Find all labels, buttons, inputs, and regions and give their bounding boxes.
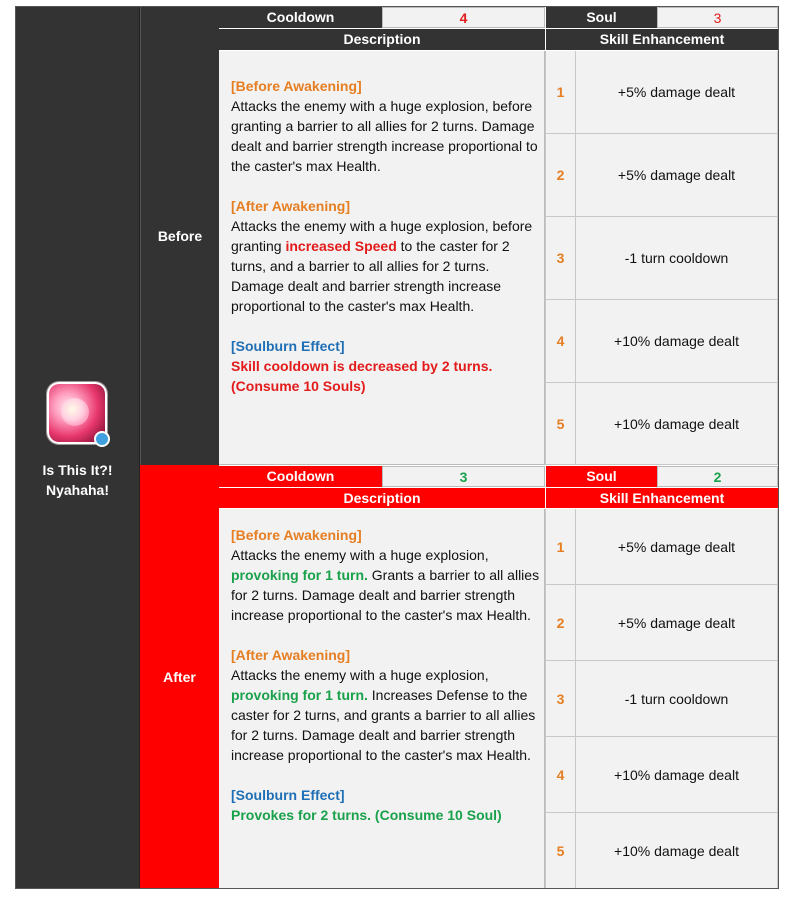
enhancement-level: 4 (545, 737, 576, 812)
before-after-awakening-text-a: Attacks the enemy with a huge explosion, before granting (231, 218, 533, 254)
table-row (545, 300, 778, 383)
enhancement-effect: +5% damage dealt (617, 84, 736, 100)
after-after-awakening-highlight: provoking for 1 turn. (231, 687, 368, 703)
before-before-awakening-text: Attacks the enemy with a huge explosion, before granting a barrier to all allies for 2 turns. Damage dealt and barrier strength increase proportional to the caster's max Health. (231, 98, 538, 174)
skill-orb-icon (61, 398, 89, 426)
after-before-awakening-text-a: Attacks the enemy with a huge explosion, (231, 547, 489, 563)
before-before-awakening (231, 76, 540, 176)
skill-name (15, 460, 140, 500)
enhancement-effect: -1 turn cooldown (624, 690, 729, 707)
table-row (545, 509, 778, 585)
skill-badge-icon (94, 431, 110, 447)
enhancement-effect: +10% damage dealt (614, 415, 739, 432)
after-label-text: After (163, 669, 196, 685)
table-row (545, 813, 778, 889)
enhancement-level: 1 (545, 51, 576, 133)
enhancement-level: 3 (545, 661, 576, 736)
table-row (545, 383, 778, 465)
enhancement-level: 5 (545, 383, 576, 464)
enhancement-level: 3 (545, 217, 576, 299)
before-soulburn-title: [Soulburn Effect] (231, 338, 345, 354)
after-label (140, 465, 219, 889)
before-soulburn (231, 336, 540, 396)
after-enhancement-table (545, 509, 778, 889)
after-before-awakening-text-b: Grants a barrier to all allies for 2 turns. Damage dealt and barrier strength increase proportional to the caster's max Health. (231, 567, 540, 623)
table-row (545, 217, 778, 300)
before-cooldown-value: 4 (382, 7, 545, 28)
before-before-awakening-title: [Before Awakening] (231, 78, 362, 94)
enhancement-level: 2 (545, 585, 576, 660)
enhancement-level: 2 (545, 134, 576, 216)
after-cooldown-header: Cooldown (219, 466, 382, 487)
table-row (545, 51, 778, 134)
after-soulburn-title: [Soulburn Effect] (231, 787, 345, 803)
before-enhancement-header: Skill Enhancement (546, 29, 778, 50)
enhancement-level: 1 (545, 509, 576, 584)
before-after-awakening (231, 196, 540, 316)
enhancement-effect: -1 turn cooldown (624, 250, 729, 266)
before-soulburn-text: Skill cooldown is decreased by 2 turns. (Consume 10 Souls) (231, 358, 493, 394)
after-after-awakening-text-b: Increases Defense to the caster for 2 turns, and grants a barrier to all allies for 2 turns. Damage dealt and barrier strength increase proportional to the caster's max Health. (231, 687, 536, 763)
before-description-header: Description (219, 29, 545, 50)
after-cooldown-value: 3 (382, 466, 545, 487)
skill-column (15, 6, 140, 889)
before-enhancement-table (545, 51, 778, 465)
after-after-awakening (231, 645, 540, 765)
before-soul-value: 3 (657, 7, 778, 28)
after-description-header: Description (219, 488, 545, 508)
after-after-awakening-text-a: Attacks the enemy with a huge explosion, (231, 667, 489, 683)
enhancement-level: 5 (545, 813, 576, 888)
before-soul-header: Soul (546, 7, 657, 28)
skill-name-line1: Is This It?! (42, 462, 113, 478)
after-soulburn-text: Provokes for 2 turns. (Consume 10 Soul) (231, 807, 502, 823)
table-row (545, 661, 778, 737)
enhancement-effect: +10% damage dealt (614, 333, 739, 349)
after-description (219, 509, 545, 889)
after-soul-header: Soul (546, 466, 657, 487)
after-after-awakening-title: [After Awakening] (231, 647, 351, 663)
before-description (219, 51, 545, 465)
before-cooldown-header: Cooldown (219, 7, 382, 28)
before-after-awakening-title: [After Awakening] (231, 198, 351, 214)
before-after-awakening-text-b: to the caster for 2 turns, and a barrier to all allies for 2 turns. Damage dealt and barrier strength increase proportional to the caster's max Health. (231, 238, 510, 314)
after-before-awakening (231, 525, 540, 625)
after-soul-value: 2 (657, 466, 778, 487)
after-enhancement-header: Skill Enhancement (546, 488, 778, 508)
skill-portrait-icon (47, 382, 107, 444)
before-label (140, 6, 219, 465)
skill-name-line2: Nyahaha! (45, 482, 110, 498)
table-row (545, 737, 778, 813)
before-label-text: Before (157, 227, 203, 244)
enhancement-level: 4 (545, 300, 576, 382)
table-row (545, 585, 778, 661)
table-row (545, 134, 778, 217)
after-before-awakening-highlight: provoking for 1 turn. (231, 567, 368, 583)
enhancement-effect: +10% damage dealt (614, 766, 739, 783)
before-after-awakening-highlight: increased Speed (285, 238, 397, 254)
enhancement-effect: +10% damage dealt (614, 842, 739, 859)
enhancement-effect: +5% damage dealt (617, 538, 736, 555)
enhancement-effect: +5% damage dealt (617, 167, 736, 183)
after-before-awakening-title: [Before Awakening] (231, 527, 362, 543)
after-soulburn (231, 785, 540, 825)
enhancement-effect: +5% damage dealt (617, 614, 736, 631)
